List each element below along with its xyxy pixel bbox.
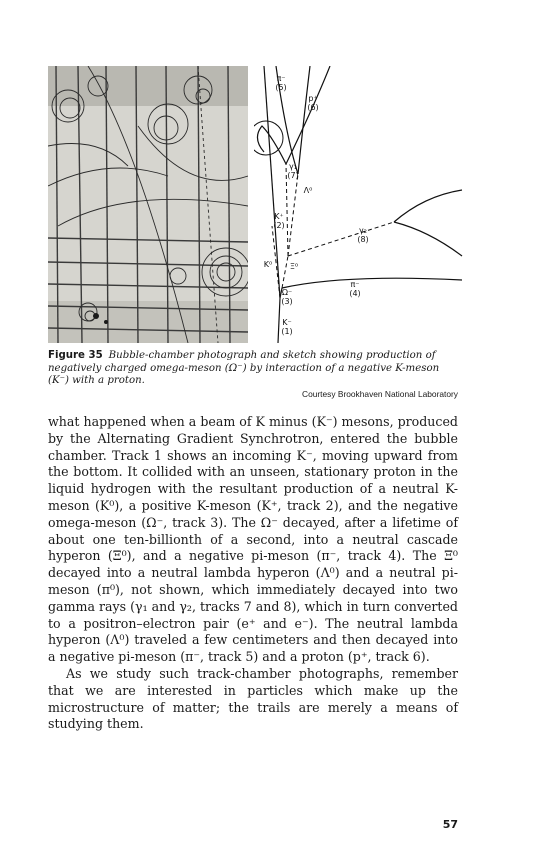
figure-number: Figure 35 [48,350,103,361]
caption-text: Bubble-chamber photograph and sketch showing production of negatively charged omega-meson (Ω⁻) by interaction of a negative K-meson (K⁻) with a proton. [48,350,440,386]
track4-label: π⁻ (4) [349,280,361,298]
track5-label: π⁻ (5) [275,74,287,92]
track8-label: γ₂ (8) [357,226,369,244]
xi0-label: Ξ⁰ [289,262,299,271]
body-text [48,414,458,733]
page-number: 57 [442,818,458,831]
photo-credit: Courtesy Brookhaven National Laboratory [302,389,458,399]
lambda-label: Λ⁰ [303,186,313,195]
k0-label: K⁰ [263,260,273,269]
bubble-chamber-photograph [48,66,248,343]
paragraph: As we study such track-chamber photographs, remember that we are interested in particles which make up the microstructure of matter; the trails are merely a means of studying them. [48,665,458,732]
track2-label: K⁺ (2) [273,212,285,230]
track-sketch [254,66,470,343]
track1-label: K⁻ (1) [281,318,293,336]
paragraph: what happened when a beam of K minus (K⁻) mesons, produced by the Alternating Gradient Synchrotron, entered the bubble chamber. Track 1 shows an incoming K⁻, moving upward from the bottom. It collided with an unseen, stationary proton in the liquid hydrogen with the resultant production of a neutral K-meson (K⁰), a positive K-meson (K⁺, track 2), and the negative omega-meson (Ω⁻, track 3). The Ω⁻ decayed, after a lifetime of about one ten-billionth of a second, into a neutral cascade hyperon (Ξ⁰), and a negative pi-meson (π⁻, track 4). The Ξ⁰ decayed into a neutral lambda hyperon (Λ⁰) and a neutral pi-meson (π⁰), not shown, which immediately decayed into two gamma rays (γ₁ and γ₂, tracks 7 and 8), which in turn converted to a positron–electron pair (e⁺ and e⁻). The neutral lambda hyperon (Λ⁰) traveled a few centimeters and then decayed into a negative pi-meson (π⁻, track 5) and a proton (p⁺, track 6). [48,414,458,665]
figure-caption [48,350,458,388]
track3-label: Ω⁻ (3) [281,288,293,306]
track6-label: p⁺ (6) [307,94,319,112]
track7-label: γ₁ (7) [287,162,299,180]
